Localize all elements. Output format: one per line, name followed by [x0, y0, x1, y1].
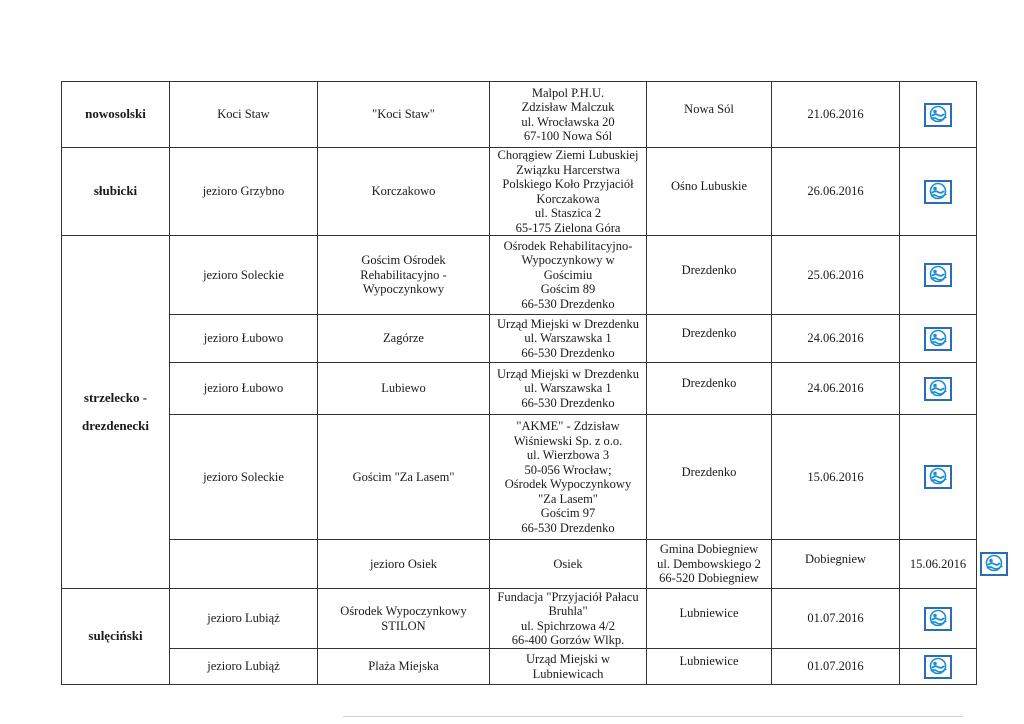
icon-cell	[900, 82, 977, 148]
city-cell: Drezdenko	[647, 236, 772, 315]
organizer-line: 66-530 Drezdenko	[521, 395, 615, 410]
county-cell	[62, 589, 170, 685]
date-cell: 01.07.2016	[772, 649, 900, 685]
place-line: Osiek	[553, 556, 583, 571]
place-line: Wypoczynkowy	[362, 282, 445, 297]
organizer-line: Ośrodek Rehabilitacyjno-	[503, 238, 633, 253]
organizer-line: Wiśniewski Sp. z o.o.	[513, 433, 623, 448]
city-cell: Drezdenko	[647, 363, 772, 415]
date-cell: 25.06.2016	[772, 236, 900, 315]
swimming-area-icon	[903, 263, 973, 287]
organizer-line: 66-520 Dobiegniew	[659, 571, 759, 586]
organizer-line: 65-175 Zielona Góra	[515, 220, 621, 235]
place-cell	[318, 589, 490, 649]
place-line: Rehabilitacyjno -	[360, 267, 447, 282]
organizer-line: ul. Warszawska 1	[524, 381, 612, 396]
icon-cell	[900, 649, 977, 685]
swimming-area-icon	[903, 180, 973, 204]
date-cell: 01.07.2016	[772, 589, 900, 649]
lake-cell: jezioro Osiek	[318, 540, 490, 589]
table-row	[62, 148, 977, 236]
table-row	[62, 236, 977, 315]
date-cell: 24.06.2016	[772, 363, 900, 415]
organizer-line: Fundacja "Przyjaciół Pałacu	[497, 589, 639, 604]
bathing-sites-table	[61, 81, 977, 685]
organizer-line: Chorągiew Ziemi Lubuskiej	[497, 148, 639, 162]
organizer-line: ul. Wierzbowa 3	[526, 448, 610, 462]
icon-cell	[900, 148, 977, 236]
icon-cell	[900, 415, 977, 540]
organizer-line: Urząd Miejski w	[525, 652, 610, 666]
swimming-area-icon	[903, 327, 973, 351]
county-name: słubicki	[93, 183, 138, 199]
county-name: drezdenecki	[82, 418, 149, 433]
organizer-line: Gmina Dobiegniew	[659, 542, 759, 557]
lake-cell: jezioro Łubowo	[170, 315, 318, 363]
place-line: Gościm "Za Lasem"	[352, 469, 455, 484]
county-cell	[170, 540, 318, 589]
city-cell: Lubniewice	[647, 589, 772, 649]
date-cell: 24.06.2016	[772, 315, 900, 363]
place-cell	[318, 315, 490, 363]
lake-cell: jezioro Soleckie	[170, 236, 318, 315]
date-cell: 21.06.2016	[772, 82, 900, 148]
swimming-area-icon	[903, 465, 973, 489]
organizer-line: Korczakowa	[536, 191, 600, 206]
city-cell: Drezdenko	[647, 415, 772, 540]
organizer-line: Lubniewicach	[532, 666, 604, 681]
place-cell	[318, 148, 490, 236]
lake-cell: jezioro Lubiąż	[170, 649, 318, 685]
swimming-area-icon	[903, 607, 973, 631]
table-row	[62, 589, 977, 649]
organizer-line: 66-530 Drezdenko	[521, 296, 615, 311]
organizer-cell	[490, 82, 647, 148]
date-cell: 15.06.2016	[772, 415, 900, 540]
organizer-line: Gościm 97	[540, 506, 596, 520]
table-row	[62, 649, 977, 685]
swimming-area-icon	[903, 103, 973, 127]
organizer-line: 66-400 Gorzów Wlkp.	[511, 633, 625, 647]
place-cell	[318, 236, 490, 315]
organizer-line: Malpol P.H.U.	[531, 85, 605, 100]
table-row	[62, 415, 977, 540]
place-line: "Koci Staw"	[372, 107, 435, 122]
city-cell: Dobiegniew	[772, 540, 900, 589]
footer-divider	[343, 716, 963, 717]
organizer-cell	[490, 148, 647, 236]
place-cell	[490, 540, 647, 589]
organizer-cell	[647, 540, 772, 589]
city-cell: Nowa Sól	[647, 82, 772, 148]
organizer-line: 66-530 Drezdenko	[521, 345, 615, 360]
organizer-cell	[490, 363, 647, 415]
organizer-line: ul. Warszawska 1	[524, 331, 612, 346]
place-line: Ośrodek Wypoczynkowy	[340, 604, 467, 618]
place-line: Gościm Ośrodek	[361, 253, 446, 268]
date-cell: 26.06.2016	[772, 148, 900, 236]
place-cell	[318, 415, 490, 540]
icon-cell	[900, 589, 977, 649]
county-name: sulęciński	[88, 628, 143, 644]
organizer-line: Wypoczynkowy w	[521, 253, 615, 268]
organizer-line: ul. Spichrzowa 4/2	[520, 618, 616, 633]
table-row	[62, 315, 977, 363]
lake-cell: jezioro Grzybno	[170, 148, 318, 236]
organizer-cell	[490, 589, 647, 649]
organizer-cell	[490, 315, 647, 363]
city-cell: Ośno Lubuskie	[647, 148, 772, 236]
table-row	[62, 82, 977, 148]
county-cell	[62, 148, 170, 236]
place-cell	[318, 363, 490, 415]
organizer-line: Urząd Miejski w Drezdenku	[497, 316, 639, 331]
organizer-line: ul. Staszica 2	[534, 206, 602, 220]
organizer-line: Urząd Miejski w Drezdenku	[497, 366, 639, 381]
icon-cell	[900, 363, 977, 415]
lake-cell: Koci Staw	[170, 82, 318, 148]
organizer-cell	[490, 415, 647, 540]
city-cell: Drezdenko	[647, 315, 772, 363]
table-row	[62, 363, 977, 415]
place-line: Zagórze	[383, 331, 424, 346]
county-cell	[62, 236, 170, 589]
organizer-line: "AKME" - Zdzisław	[516, 419, 620, 433]
swimming-area-icon	[903, 655, 973, 679]
icon-cell	[900, 315, 977, 363]
organizer-cell	[490, 649, 647, 685]
place-line: Korczakowo	[371, 184, 436, 199]
organizer-line: Zdzisław Malczuk	[521, 100, 615, 114]
organizer-line: Polskiego Koło Przyjaciół	[502, 177, 634, 191]
icon-cell	[900, 236, 977, 315]
place-cell	[318, 82, 490, 148]
organizer-line: 67-100 Nowa Sól	[523, 129, 613, 143]
city-cell: Lubniewice	[647, 649, 772, 685]
organizer-line: "Za Lasem"	[538, 491, 598, 506]
organizer-line: Związku Harcerstwa	[516, 162, 620, 177]
lake-cell: jezioro Łubowo	[170, 363, 318, 415]
lake-cell: jezioro Lubiąż	[170, 589, 318, 649]
place-line: STILON	[381, 618, 426, 633]
date-cell: 15.06.2016	[900, 540, 977, 589]
organizer-line: ul. Wrocławska 20	[521, 114, 615, 129]
lake-cell: jezioro Soleckie	[170, 415, 318, 540]
organizer-line: 50-056 Wrocław;	[524, 462, 612, 477]
place-cell	[318, 649, 490, 685]
organizer-line: Ośrodek Wypoczynkowy	[504, 477, 632, 491]
organizer-line: 66-530 Drezdenko	[521, 520, 615, 535]
table-row	[62, 540, 977, 589]
organizer-cell	[490, 236, 647, 315]
organizer-line: Gościmiu	[543, 267, 593, 282]
place-line: Plaża Miejska	[368, 659, 439, 674]
county-name: nowosolski	[85, 106, 146, 122]
organizer-line: Gościm 89	[540, 282, 596, 297]
organizer-line: ul. Dembowskiego 2	[657, 556, 761, 571]
county-cell	[62, 82, 170, 148]
organizer-line: Bruhla"	[548, 604, 588, 618]
swimming-area-icon	[903, 377, 973, 401]
place-line: Lubiewo	[381, 381, 426, 396]
county-name: strzelecko -	[83, 389, 148, 405]
